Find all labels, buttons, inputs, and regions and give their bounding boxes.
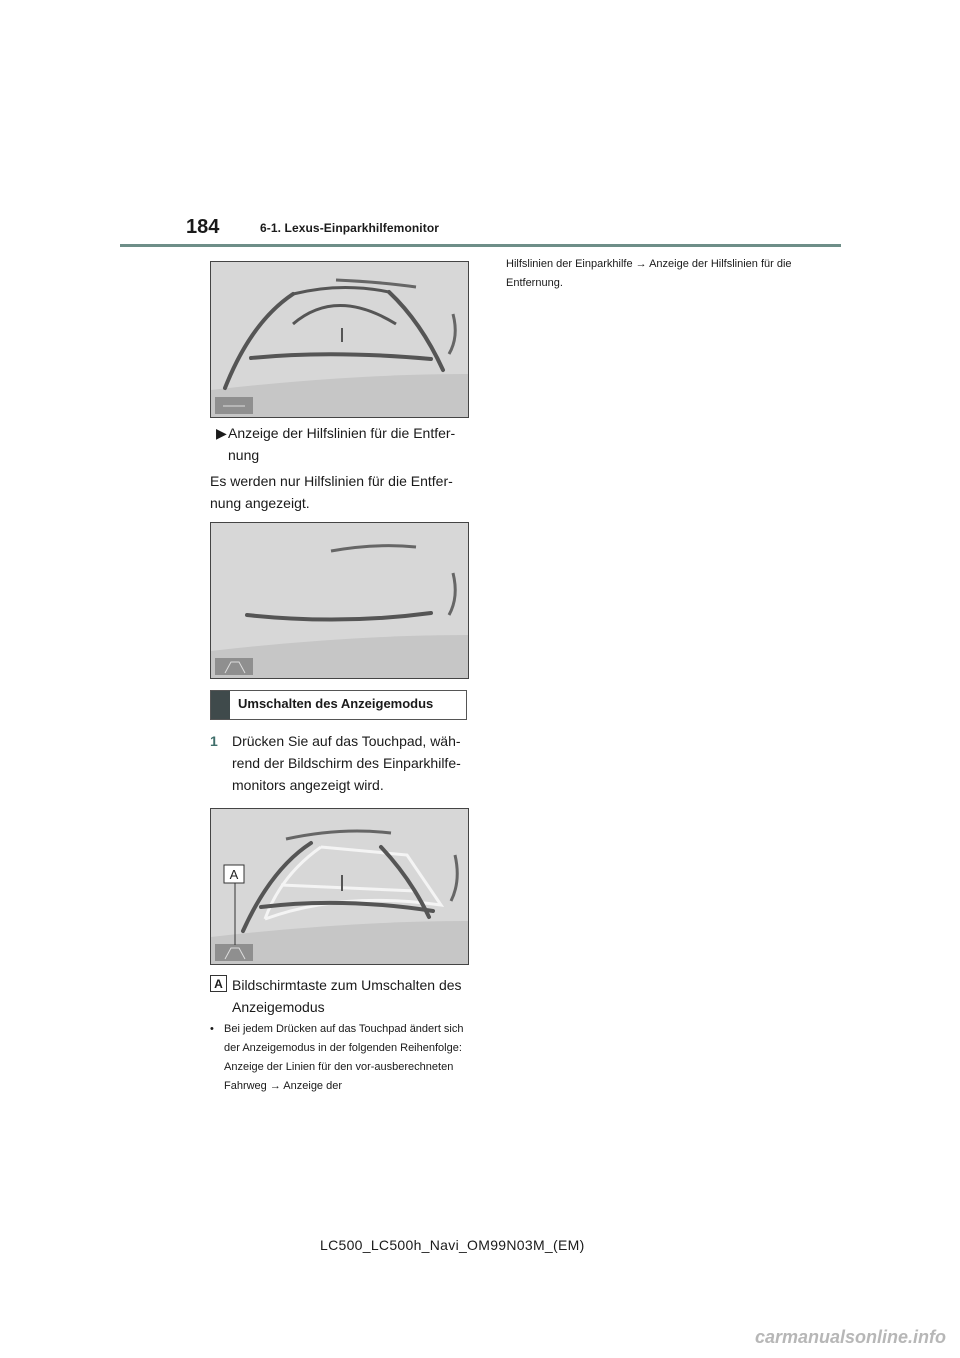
page-number: 184: [186, 216, 220, 238]
callout-label: A: [229, 867, 239, 882]
step-number: 1: [210, 733, 218, 749]
note-continued: Hilfslinien der Einparkhilfe → Anzeige der Hilfslinien für die Entfernung.: [506, 258, 792, 289]
figure-guide-lines-parking-assist: [210, 261, 469, 418]
section-heading-bar: [211, 691, 230, 719]
note-bullet: •: [210, 1023, 214, 1035]
document-code: LC500_LC500h_Navi_OM99N03M_(EM): [320, 1237, 585, 1253]
section-title: 6-1. Lexus-Einparkhilfemonitor: [260, 221, 440, 235]
note-text: Bei jedem Drücken auf das Touchpad ändert sich der Anzeigemodus in der folgenden Reihenfolge: Anzeige der Linien für den vor-ausberechneten Fahrweg → Anzeige der: [224, 1023, 464, 1092]
triangle-bullet-icon: ▶: [216, 425, 227, 441]
distance-lines-description: Es werden nur Hilfslinien für die Entfer-nung angezeigt.: [210, 473, 453, 511]
header-divider: [120, 244, 841, 247]
section-heading: Umschalten des Anzeigemodus: [210, 690, 467, 720]
display-mode-button: [215, 658, 253, 675]
legend-text: Bildschirmtaste zum Umschalten des Anzeigemodus: [232, 977, 462, 1015]
display-mode-button: [215, 944, 253, 961]
figure-distance-lines: [210, 522, 469, 679]
watermark: carmanualsonline.info: [754, 1327, 946, 1347]
step-text: Drücken Sie auf das Touchpad, wäh-rend der Bildschirm des Einparkhilfe-monitors angezeigt wird.: [232, 733, 461, 793]
legend-letter-box: A: [210, 975, 227, 992]
figure-mode-switch-button: [210, 808, 469, 965]
